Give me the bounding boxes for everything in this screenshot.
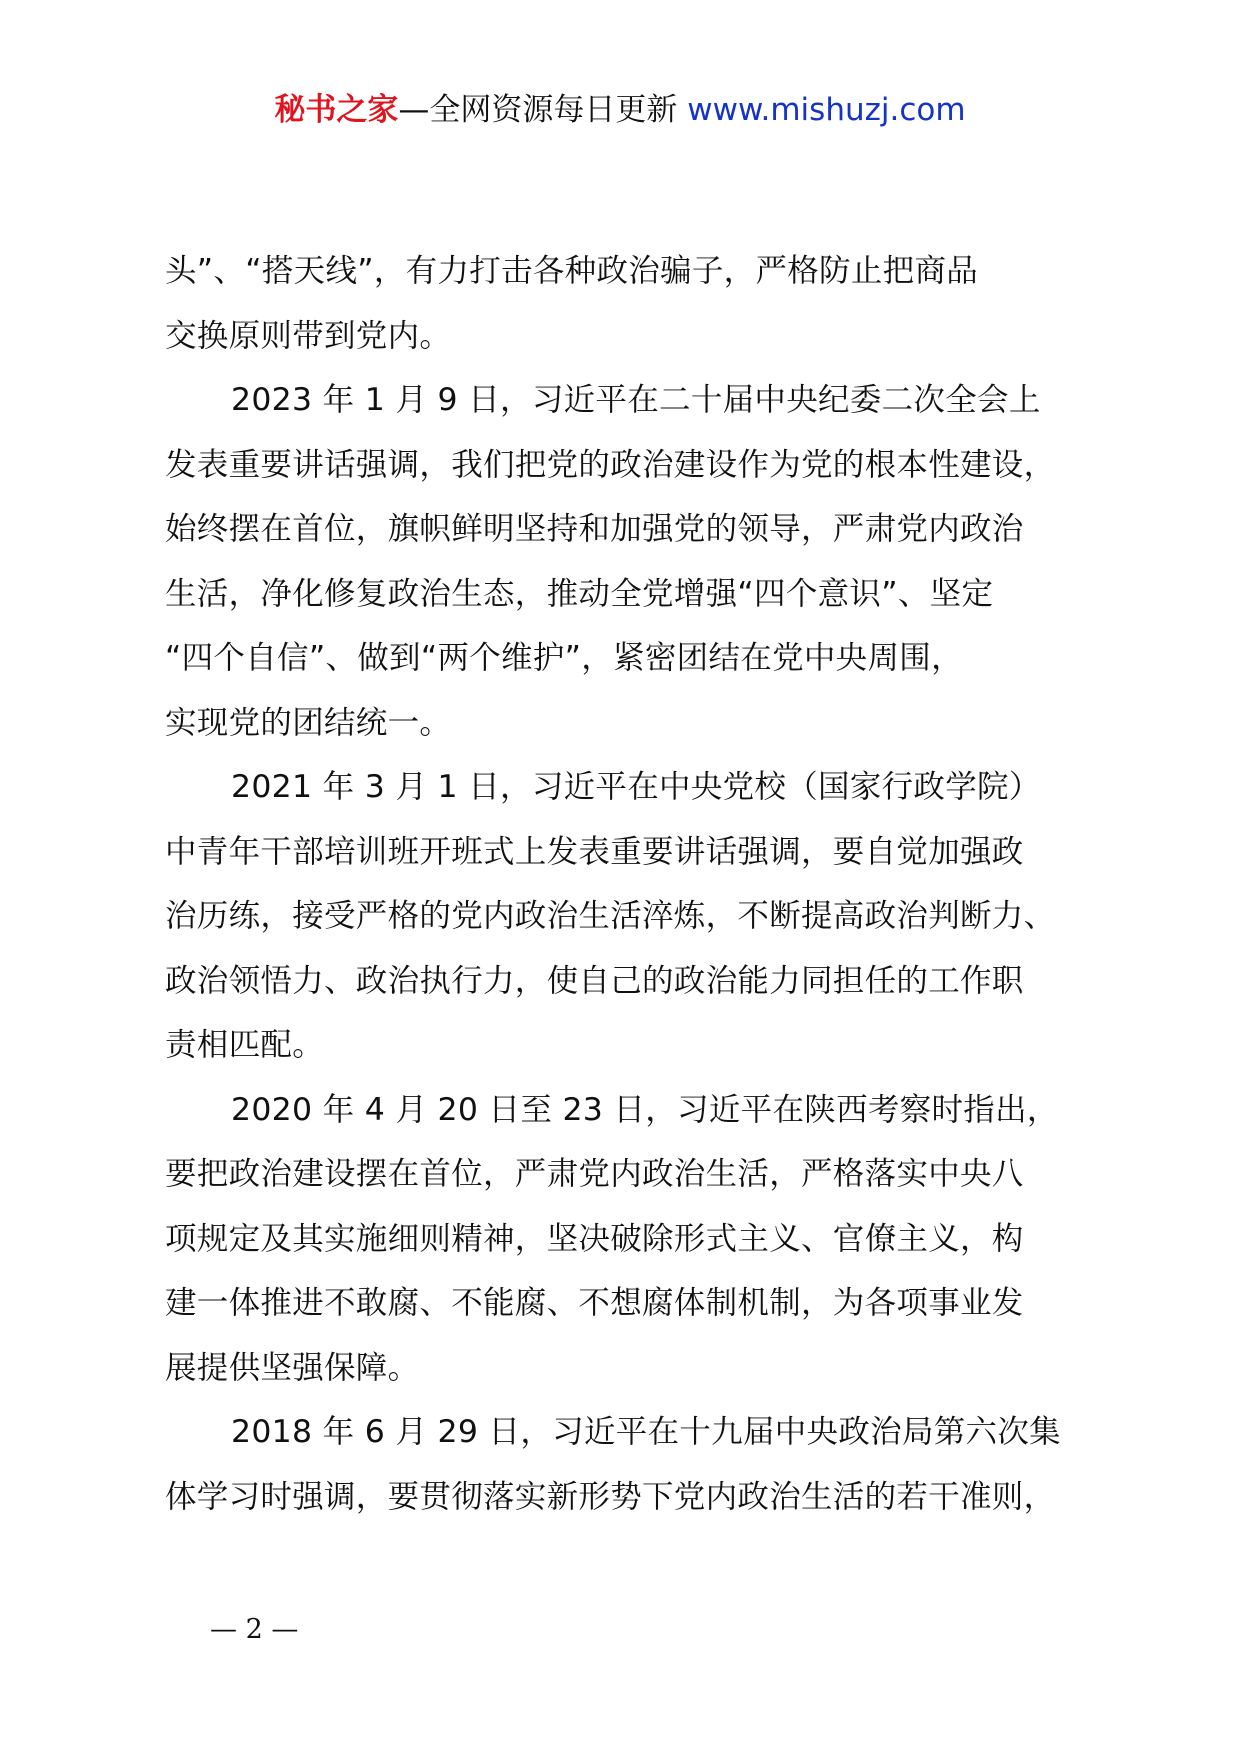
site-tagline: —全网资源每日更新 (398, 92, 678, 128)
text-line: 始终摆在首位，旗帜鲜明坚持和加强党的领导，严肃党内政治 (165, 511, 1024, 547)
text-line: 生活，净化修复政治生态，推动全党增强“四个意识”、坚定 (165, 575, 994, 612)
text-line: 要把政治建设摆在首位，严肃党内政治生活，严格落实中央八 (165, 1156, 1024, 1192)
text-line: “四个自信”、做到“两个维护”，紧密团结在党中央周围， (165, 640, 963, 676)
text-line: 2020 年 4 月 20 日至 23 日，习近平在陕西考察时指出， (231, 1091, 1059, 1128)
text-line: 2018 年 6 月 29 日，习近平在十九届中央政治局第六次集 (231, 1414, 1061, 1450)
paragraph-2023 (165, 368, 1125, 755)
paragraph-2021 (165, 755, 1125, 1078)
text-line: 中青年干部培训班开班式上发表重要讲话强调，要自觉加强政 (165, 833, 1024, 870)
site-url-link[interactable]: www.mishuzj.com (687, 92, 966, 128)
text-line: 治历练，接受严格的党内政治生活淬炼，不断提高政治判断力、 (165, 898, 1056, 934)
text-line: 建一体推进不敢腐、不能腐、不想腐体制机制，为各项事业发 (165, 1285, 1024, 1321)
text-line: 2023 年 1 月 9 日，习近平在二十届中央纪委二次全会上 (231, 382, 1041, 418)
text-line: 2021 年 3 月 1 日，习近平在中央党校（国家行政学院） (231, 769, 1041, 805)
text-line: 项规定及其实施细则精神，坚决破除形式主义、官僚主义，构 (165, 1220, 1024, 1257)
page-number: — 2 — (210, 1614, 299, 1645)
document-body (165, 239, 1125, 1529)
text-line: 交换原则带到党内。 (165, 317, 452, 354)
text-line: 展提供坚强保障。 (165, 1349, 420, 1386)
site-header (0, 88, 1240, 132)
text-line: 体学习时强调，要贯彻落实新形势下党内政治生活的若干准则， (165, 1478, 1056, 1515)
text-line: 政治领悟力、政治执行力，使自己的政治能力同担任的工作职 (165, 962, 1024, 999)
text-line: 责相匹配。 (165, 1027, 325, 1063)
paragraph-2018 (165, 1400, 1125, 1529)
site-brand: 秘书之家 (274, 92, 399, 128)
text-line: 发表重要讲话强调，我们把党的政治建设作为党的根本性建设， (165, 446, 1056, 483)
text-line: 头”、“搭天线”，有力打击各种政治骗子，严格防止把商品 (165, 253, 979, 289)
paragraph-continuation (165, 239, 1125, 368)
text-line: 实现党的团结统一。 (165, 704, 452, 741)
paragraph-2020 (165, 1078, 1125, 1401)
